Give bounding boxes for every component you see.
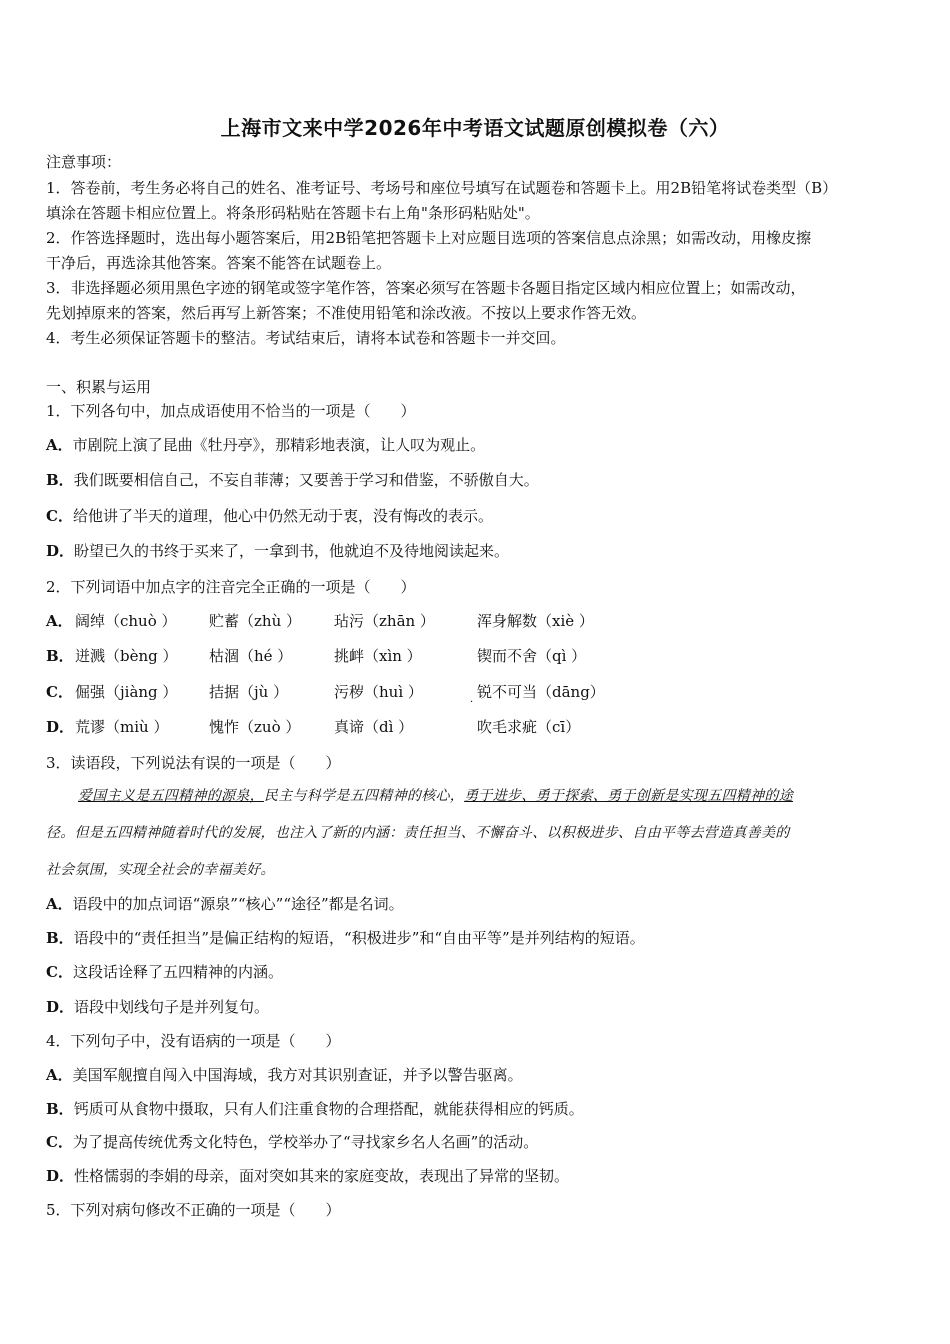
question-3-stem: 3．读语段，下列说法有误的一项是（ ） xyxy=(46,754,341,772)
q2-row-label: C． xyxy=(46,683,73,701)
q2-item: 拮据（jù ） xyxy=(209,683,289,701)
q2-item: 阔绰（chuò ） xyxy=(75,612,177,630)
option-label: A． xyxy=(46,895,73,913)
option-text: 我们既要相信自己，不妄自菲薄；又要善于学习和借鉴，不骄傲自大。 xyxy=(73,471,539,489)
q3-option-d xyxy=(46,997,269,1017)
q4-option-a xyxy=(46,1065,523,1085)
q2-item: 吹毛求疵（cī） xyxy=(477,718,581,736)
option-label: B． xyxy=(46,471,74,489)
option-label: B． xyxy=(46,929,74,947)
option-text: 这段话诠释了五四精神的内涵。 xyxy=(72,963,283,981)
question-2-stem: 2．下列词语中加点字的注音完全正确的一项是（ ） xyxy=(46,578,416,596)
q1-option-c xyxy=(46,506,493,526)
underlined-sentence: 爱国主义是五四精神的源泉， xyxy=(78,788,264,804)
q3-option-a xyxy=(46,894,404,914)
option-label: C． xyxy=(46,507,73,525)
notice-line: 填涂在答题卡相应位置上。将条形码粘贴在答题卡右上角"条形码粘贴处"。 xyxy=(46,204,540,222)
q2-item: 荒谬（miù ） xyxy=(75,718,169,736)
option-text: 给他讲了半天的道理，他心中仍然无动于衷，没有悔改的表示。 xyxy=(72,507,493,525)
q2-item: 污秽（huì ） xyxy=(334,683,423,701)
option-label: B． xyxy=(46,1100,74,1118)
q2-item: 愧怍（zuò ） xyxy=(209,718,301,736)
passage-line xyxy=(78,786,793,806)
option-label: C． xyxy=(46,963,73,981)
section-heading: 一、积累与运用 xyxy=(46,378,152,396)
q2-item: 锲而不舍（qì ） xyxy=(477,647,587,665)
option-text: 语段中的“责任担当”是偏正结构的短语，“积极进步”和“自由平等”是并列结构的短语。 xyxy=(73,929,645,947)
underlined-sentence: 勇于进步、勇于探索、勇于创新是实现五四精神的途 xyxy=(464,788,794,804)
question-4-stem: 4．下列句子中，没有语病的一项是（ ） xyxy=(46,1032,341,1050)
option-label: A． xyxy=(46,436,73,454)
notice-line: 1．答卷前，考生务必将自己的姓名、准考证号、考场号和座位号填写在试题卷和答题卡上。用2B铅笔将试卷类型（B） xyxy=(46,179,838,197)
q4-option-b xyxy=(46,1099,584,1119)
option-label: C． xyxy=(46,1133,73,1151)
passage-line: 社会氛围，实现全社会的幸福美好。 xyxy=(46,862,275,878)
q2-item: 贮蓄（zhù ） xyxy=(209,612,301,630)
q1-option-a xyxy=(46,435,485,455)
q4-option-d xyxy=(46,1166,569,1186)
option-text: 市剧院上演了昆曲《牡丹亭》，那精彩地表演，让人叹为观止。 xyxy=(72,436,486,454)
question-5-stem: 5．下列对病句修改不正确的一项是（ ） xyxy=(46,1201,341,1219)
option-label: D． xyxy=(46,1167,75,1185)
q2-row-label: D． xyxy=(46,718,75,736)
notice-heading: 注意事项： xyxy=(46,153,122,171)
q2-item: 浑身解数（xiè ） xyxy=(477,612,594,630)
q2-item: 玷污（zhān ） xyxy=(334,612,435,630)
page-title: 上海市文来中学2026年中考语文试题原创模拟卷（六） xyxy=(220,116,730,140)
q2-item: 迸溅（bèng ） xyxy=(75,647,178,665)
option-text: 语段中划线句子是并列复句。 xyxy=(74,998,270,1016)
q2-row-label: A． xyxy=(46,612,73,630)
notice-line: 4．考生必须保证答题卡的整洁。考试结束后，请将本试卷和答题卡一并交回。 xyxy=(46,329,566,347)
question-1-stem: 1．下列各句中，加点成语使用不恰当的一项是（ ） xyxy=(46,402,416,420)
q2-item: 倔强（jiàng ） xyxy=(75,683,178,701)
q2-item: 锐不可当（dāng） xyxy=(477,683,605,701)
option-text: 钙质可从食物中摄取，只有人们注重食物的合理搭配，就能获得相应的钙质。 xyxy=(73,1100,584,1118)
q1-option-b xyxy=(46,470,539,490)
q3-option-b xyxy=(46,928,645,948)
passage-line: 径。但是五四精神随着时代的发展，也注入了新的内涵：责任担当、不懈奋斗、以积极进步、自由平等去营造真善美的 xyxy=(46,825,790,841)
option-label: A． xyxy=(46,1066,73,1084)
emphasis-dot: · xyxy=(470,697,474,708)
q2-row-label: B． xyxy=(46,647,74,665)
option-text: 性格懦弱的李娟的母亲，面对突如其来的家庭变故，表现出了异常的坚韧。 xyxy=(74,1167,570,1185)
notice-line: 3．非选择题必须用黑色字迹的钢笔或签字笔作答，答案必须写在答题卡各题目指定区域内相应位置上；如需改动， xyxy=(46,279,806,297)
q4-option-c xyxy=(46,1132,538,1152)
notice-line: 2．作答选择题时，选出每小题答案后，用2B铅笔把答题卡上对应题目选项的答案信息点涂黑；如需改动，用橡皮擦 xyxy=(46,229,812,247)
option-text: 盼望已久的书终于买来了，一拿到书，他就迫不及待地阅读起来。 xyxy=(74,542,510,560)
q2-item: 挑衅（xìn ） xyxy=(334,647,422,665)
q2-item: 枯涸（hé ） xyxy=(209,647,293,665)
option-text: 美国军舰擅自闯入中国海域，我方对其识别查证，并予以警告驱离。 xyxy=(72,1066,523,1084)
option-label: D． xyxy=(46,542,75,560)
q3-option-c xyxy=(46,962,283,982)
notice-line: 先划掉原来的答案，然后再写上新答案；不准使用铅笔和涂改液。不按以上要求作答无效。 xyxy=(46,304,647,322)
option-text: 为了提高传统优秀文化特色，学校举办了“寻找家乡名人名画”的活动。 xyxy=(72,1133,539,1151)
q2-item: 真谛（dì ） xyxy=(334,718,414,736)
notice-line: 干净后，再选涂其他答案。答案不能答在试题卷上。 xyxy=(46,254,392,272)
passage-text: 民主与科学是五四精神的核心， xyxy=(263,788,465,804)
option-text: 语段中的加点词语“源泉”“核心”“途径”都是名词。 xyxy=(72,895,404,913)
q1-option-d xyxy=(46,541,509,561)
option-label: D． xyxy=(46,998,75,1016)
